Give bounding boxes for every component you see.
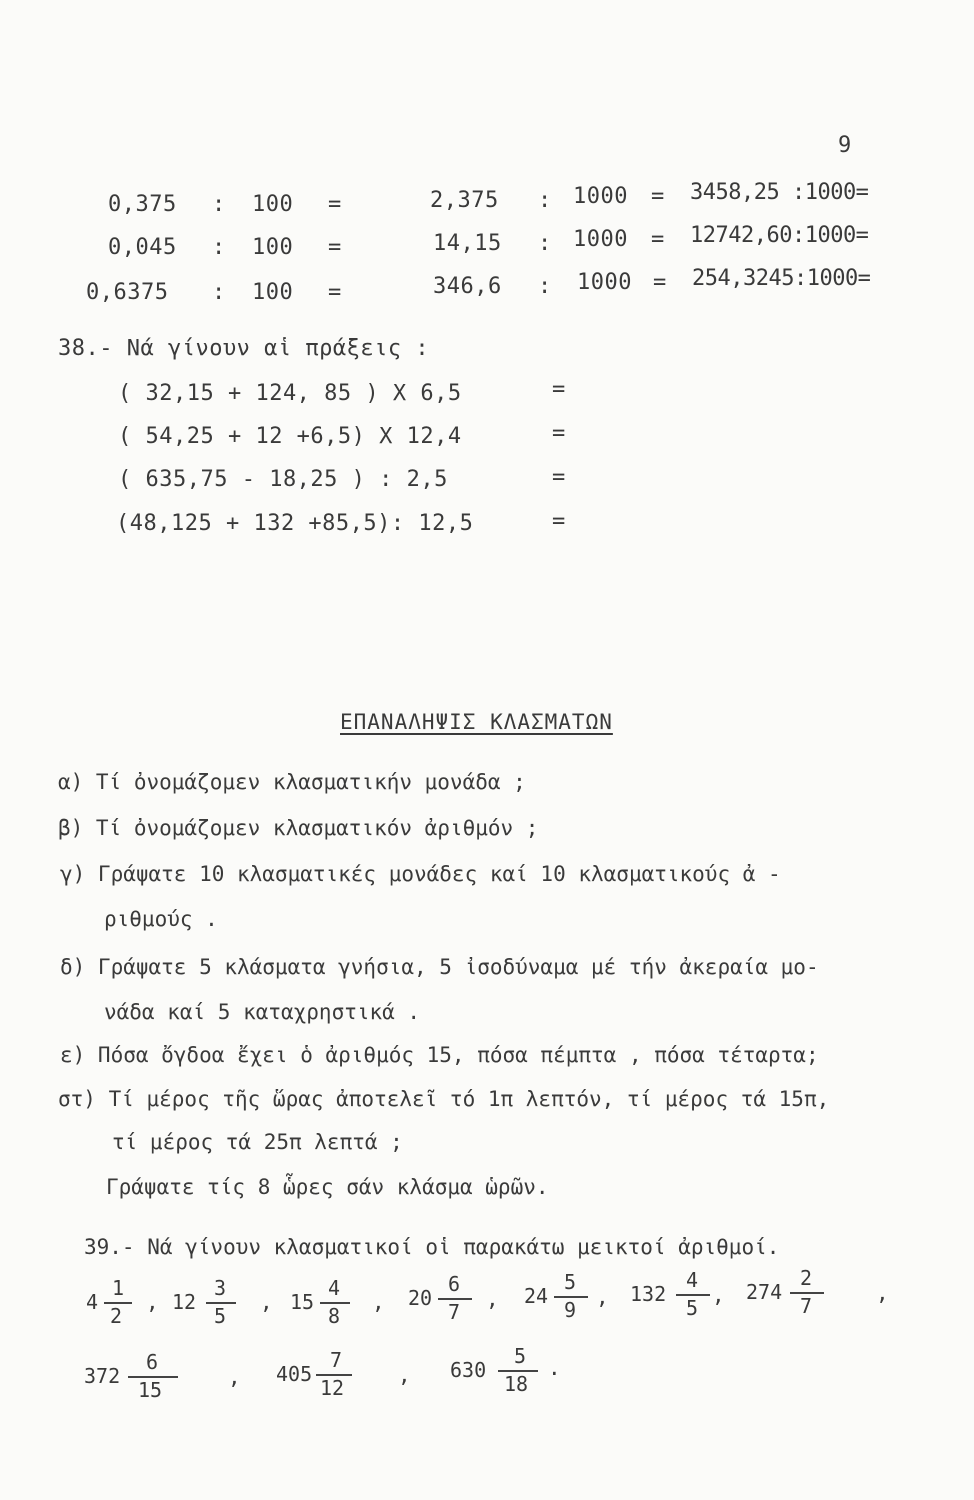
whole-part: 372 (84, 1364, 121, 1388)
separator: , (260, 1290, 273, 1314)
equals-sign: = (651, 184, 665, 209)
denominator: 12 (320, 1376, 345, 1400)
equals-sign: = (552, 465, 566, 490)
dividend: 14,15 (433, 231, 502, 256)
equals-sign: = (653, 270, 667, 295)
equals-sign: = (328, 235, 342, 260)
numerator: 5 (564, 1270, 577, 1294)
separator: , (228, 1365, 241, 1389)
division-expression: 12742,60:1000= (690, 223, 869, 248)
dividend: 0,375 (108, 192, 177, 217)
whole-part: 274 (746, 1280, 783, 1304)
whole-part: 405 (276, 1362, 313, 1386)
expression-row: ( 32,15 + 124, 85 ) Χ 6,5 (118, 381, 462, 406)
numerator: 6 (146, 1350, 159, 1374)
numerator: 3 (214, 1276, 227, 1300)
separator: , (596, 1285, 609, 1309)
denominator: 18 (504, 1372, 529, 1396)
denominator: 5 (214, 1304, 227, 1328)
question-e: ε) Πόσα ὄγδοα ἔχει ὁ ἀριθμός 15, πόσα πέμπτα , πόσα τέταρτα; (60, 1043, 819, 1067)
question-d-continued: νάδα καί 5 καταχρηστικά . (104, 1000, 421, 1024)
question-c-continued: ριθμούς . (104, 907, 218, 931)
whole-part: 4 (86, 1290, 99, 1314)
dividend: 0,045 (108, 235, 177, 260)
division-sign: : (538, 231, 552, 256)
dividend: 2,375 (430, 188, 499, 213)
divisor: 1000 (577, 270, 632, 295)
question-st-continued: τί μέρος τά 25π λεπτά ; (112, 1130, 403, 1154)
denominator: 7 (800, 1294, 813, 1318)
whole-part: 132 (630, 1282, 667, 1306)
question-a: α) Τί ὀνομάζομεν κλασματικήν μονάδα ; (58, 770, 526, 794)
page-number: 9 (838, 133, 852, 158)
separator: , (486, 1287, 499, 1311)
equals-sign: = (552, 421, 566, 446)
division-sign: : (538, 274, 552, 299)
numerator: 5 (514, 1344, 527, 1368)
divisor: 1000 (573, 227, 628, 252)
division-sign: : (212, 235, 226, 260)
whole-part: 630 (450, 1358, 487, 1382)
denominator: 7 (448, 1300, 461, 1324)
equals-sign: = (651, 227, 665, 252)
dividend: 0,6375 (86, 280, 169, 305)
exercise-38-title: 38.- Νά γίνουν αἱ πράξεις : (58, 336, 430, 361)
numerator: 4 (686, 1268, 699, 1292)
division-sign: : (212, 280, 226, 305)
denominator: 9 (564, 1298, 577, 1322)
question-c: γ) Γράψατε 10 κλασματικές μονάδες καί 10 κλασματικούς ἀ - (60, 862, 781, 886)
question-b: β) Τί ὀνομάζομεν κλασματικόν ἀριθμόν ; (58, 816, 539, 840)
numerator: 4 (328, 1276, 341, 1300)
numerator: 2 (800, 1266, 813, 1290)
whole-part: 15 (290, 1290, 315, 1314)
equals-sign: = (552, 509, 566, 534)
numerator: 7 (330, 1348, 343, 1372)
review-heading: ΕΠΑΝΑΛΗΨΙΣ ΚΛΑΣΜΑΤΩΝ (340, 710, 613, 734)
whole-part: 20 (408, 1286, 433, 1310)
end-mark: . (548, 1356, 561, 1380)
denominator: 2 (110, 1304, 123, 1328)
separator: , (372, 1290, 385, 1314)
equals-sign: = (328, 280, 342, 305)
division-expression: 254,3245:1000= (692, 266, 871, 291)
divisor: 100 (252, 280, 294, 305)
separator: , (146, 1290, 159, 1314)
division-sign: : (538, 188, 552, 213)
separator: , (876, 1281, 889, 1305)
division-expression: 3458,25 :1000= (690, 180, 869, 205)
whole-part: 24 (524, 1284, 549, 1308)
expression-row: ( 635,75 - 18,25 ) : 2,5 (118, 467, 448, 492)
equals-sign: = (328, 192, 342, 217)
denominator: 15 (138, 1378, 163, 1402)
numerator: 1 (112, 1276, 125, 1300)
denominator: 8 (328, 1304, 341, 1328)
question-st: στ) Τί μέρος τῆς ὥρας ἀποτελεῖ τό 1π λεπτόν, τί μέρος τά 15π, (58, 1087, 830, 1111)
divisor: 100 (252, 235, 294, 260)
expression-row: ( 54,25 + 12 +6,5) Χ 12,4 (118, 424, 462, 449)
separator: , (398, 1363, 411, 1387)
numerator: 6 (448, 1272, 461, 1296)
question-d: δ) Γράψατε 5 κλάσματα γνήσια, 5 ἰσοδύναμα μέ τήν ἀκεραία μο- (60, 955, 819, 979)
dividend: 346,6 (433, 274, 502, 299)
separator: , (712, 1283, 725, 1307)
denominator: 5 (686, 1296, 699, 1320)
question-hours: Γράψατε τίς 8 ὧρες σάν κλάσμα ὡρῶν. (106, 1175, 549, 1199)
divisor: 100 (252, 192, 294, 217)
expression-row: (48,125 + 132 +85,5): 12,5 (116, 511, 474, 536)
divisor: 1000 (573, 184, 628, 209)
whole-part: 12 (172, 1290, 197, 1314)
equals-sign: = (552, 377, 566, 402)
division-sign: : (212, 192, 226, 217)
exercise-39-title: 39.- Νά γίνουν κλασματικοί οἱ παρακάτω μεικτοί ἀριθμοί. (84, 1235, 780, 1259)
